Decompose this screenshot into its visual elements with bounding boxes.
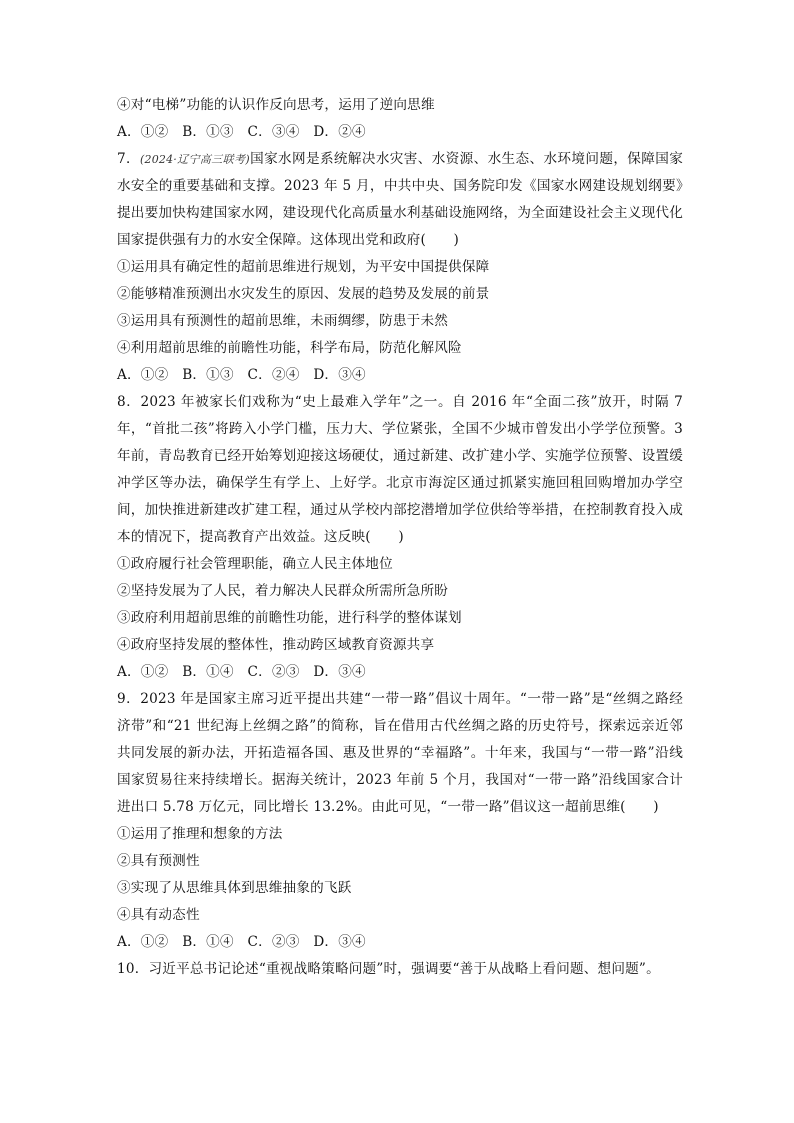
option-line: ③政府利用超前思维的前瞻性功能，进行科学的整体谋划 [117,610,462,626]
option-line: ②坚持发展为了人民，着力解决人民群众所需所急所盼 [117,583,449,599]
question-7-stem [117,146,683,254]
option-line: ④政府坚持发展的整体性，推动跨区域教育资源共享 [117,637,435,653]
option-line: ③实现了从思维具体到思维抽象的飞跃 [117,880,352,896]
question-10-stem [117,956,683,983]
question-9-stem [117,686,683,821]
answer-choices: A．①② B．①③ C．③④ D．②④ [117,124,366,140]
question-source: (2024·辽宁高三联考) [140,153,250,166]
question-content [117,92,683,983]
option-line: ④具有动态性 [117,907,200,923]
option-line: ③运用具有预测性的超前思维，未雨绸缪，防患于未然 [117,313,449,329]
answer-choices: A．①② B．①④ C．②③ D．③④ [117,934,366,950]
question-text: 2023 年被家长们戏称为“史上最难入学年”之一。自 2016 年“全面二孩”放开，时隔 7 年，“首批二孩”将跨入小学门槛，压力大、学位紧张，全国不少城市曾发出小学学位预警。3 年前，青岛教育已经开始筹划迎接这场硬仗，通过新建、改扩建小学、实施学位预警、设置缓冲学区等办法，确保学生有学上、上好学。北京市海淀区通过抓紧实施回租回购增加办学空间，加快推进新建改扩建工程，通过从学校内部挖潜增加学位供给等举措，在控制教育投入成本的情况下，提高教育产出效益。这反映( ) [117,394,683,545]
option-line: ②能够精准预测出水灾发生的原因、发展的趋势及发展的前景 [117,286,490,302]
question-text: 2023 年是国家主席习近平提出共建“一带一路”倡议十周年。“一带一路”是“丝绸之路经济带”和“21 世纪海上丝绸之路”的简称，旨在借用古代丝绸之路的历史符号，探索远亲近邻共同发展的新办法，开拓造福各国、惠及世界的“幸福路”。十年来，我国与“一带一路”沿线国家贸易往来持续增长。据海关统计，2023 年前 5 个月，我国对“一带一路”沿线国家合计进出口 5.78 万亿元，同比增长 13.2%。由此可见，“一带一路”倡议这一超前思维( ) [117,691,683,815]
option-line: ②具有预测性 [117,853,200,869]
question-number: 8． [117,394,141,410]
question-8-stem [117,389,683,551]
option-line: ①运用了推理和想象的方法 [117,826,283,842]
question-text: 习近平总书记论述“重视战略策略问题”时，强调要“善于从战略上看问题、想问题”。 [148,961,660,977]
option-line: ④对“电梯”功能的认识作反向思考，运用了逆向思维 [117,97,435,113]
option-line: ①运用具有确定性的超前思维进行规划，为平安中国提供保障 [117,259,490,275]
answer-choices: A．①② B．①③ C．②④ D．③④ [117,367,366,383]
option-line: ①政府履行社会管理职能，确立人民主体地位 [117,556,393,572]
question-text: 国家水网是系统解决水灾害、水资源、水生态、水环境问题，保障国家水安全的重要基础和支撑。2023 年 5 月，中共中央、国务院印发《国家水网建设规划纲要》提出要加快构建国家水网，建设现代化高质量水利基础设施网络，为全面建设社会主义现代化国家提供强有力的水安全保障。这体现出党和政府( ) [117,151,683,248]
option-line: ④利用超前思维的前瞻性功能，科学布局，防范化解风险 [117,340,462,356]
question-number: 7． [117,151,140,167]
question-number: 10． [117,961,149,977]
question-number: 9． [117,691,141,707]
answer-choices: A．①② B．①④ C．②③ D．③④ [117,664,366,680]
